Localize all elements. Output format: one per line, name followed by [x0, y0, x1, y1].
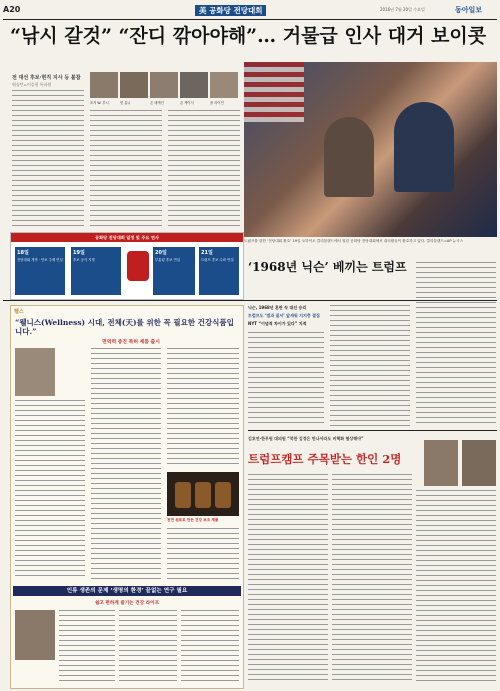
korean-kicker: 김호연·한무원 대의원 “북한 김정은 만나서라도 비핵화 협상해야”	[248, 436, 364, 441]
crowd-figure	[394, 102, 454, 192]
nixon-article-col3	[416, 262, 496, 427]
ad-product-caption: 천연 원료로 만든 건강 보조 제품	[167, 518, 219, 522]
portrait-name: 폴 라이언	[210, 101, 224, 105]
elephant-icon	[127, 251, 149, 281]
portrait-name: 밋 롬니	[120, 101, 131, 105]
header-divider	[3, 19, 497, 20]
ad-bottom-col2	[119, 610, 177, 684]
portrait-photo	[90, 72, 118, 98]
schedule-text: 후보 공식 지명	[73, 258, 95, 262]
page-number: A20	[3, 5, 21, 14]
flag-stripes	[244, 62, 304, 122]
portrait-name: 존 케이식	[180, 101, 194, 105]
nixon-subhead: 닉슨, 1968년 혼란 속 대선 승리	[248, 305, 307, 310]
portrait-photo	[180, 72, 208, 98]
product-jar	[215, 482, 231, 508]
brand-logo: 동아일보	[455, 6, 483, 14]
photo-caption: 트럼프를 향한 ‘전당대회 환호’ 19일 오하이오 클리블랜드에서 열린 공화당 전당대회에서 대의원들이 환호하고 있다. 클리블랜드=AP 뉴시스	[244, 239, 464, 243]
ad-bottom-col1	[59, 610, 115, 684]
ad-logo: 헬스	[14, 309, 24, 315]
schedule-item	[199, 247, 239, 295]
header-bar	[0, 4, 500, 18]
main-article-col2	[90, 110, 162, 230]
main-article-col1	[12, 90, 84, 230]
schedule-item	[15, 247, 65, 295]
schedule-text: 부통령 후보 연설	[155, 258, 181, 262]
korean-headline: 트럼프캠프 주목받는 한인 2명	[248, 452, 402, 466]
schedule-item	[153, 247, 195, 295]
main-kicker: 전 대선 후보·현직 지사 등 불참	[12, 75, 81, 81]
schedule-day: 19일	[73, 250, 85, 256]
ad-product-box	[167, 472, 239, 516]
ad-bottom-photo	[15, 610, 55, 660]
main-headline: “낚시 갈것” “잔디 깎아야해”… 거물급 인사 대거 보이콧	[10, 25, 487, 47]
main-byline: 워싱턴=이승헌 특파원	[12, 82, 52, 87]
convention-photo	[244, 62, 497, 237]
ad-body-col1	[15, 400, 85, 580]
nixon-subhead: 트럼프도 ‘법과 질서’ 앞세워 지지층 결집	[248, 313, 320, 318]
portrait-photo	[210, 72, 238, 98]
nixon-article-col2	[330, 305, 410, 427]
nixon-headline: ‘1968년 닉슨’ 베끼는 트럼프	[248, 260, 407, 274]
nixon-article-col1	[248, 332, 324, 427]
nixon-subhead: NYT “이념적 차이가 있다” 지적	[248, 321, 307, 326]
main-article-col3	[168, 110, 240, 230]
ad-banner: 인류 생존의 문제 ‘생명의 환경’ 끝없는 연구 필요	[13, 586, 241, 596]
schedule-text: 전당대회 개막 · 안보 주제 연설	[17, 258, 63, 262]
product-jar	[195, 482, 211, 508]
section-title: 美 공화당 전당대회	[195, 5, 266, 16]
schedule-day: 21일	[201, 250, 213, 256]
schedule-infobox	[10, 232, 244, 300]
portrait-photo	[150, 72, 178, 98]
ad-headline: “웰니스(Wellness) 시대, 전체(天)를 위한 꼭 필요한 건강식품입니다.”	[15, 318, 234, 336]
crowd-figure	[324, 117, 374, 197]
korean-article-col3	[416, 490, 496, 684]
delegate-photo	[424, 440, 458, 486]
ad-body-col4	[167, 528, 239, 580]
delegate-photo	[462, 440, 496, 486]
portrait-name: 존 매케인	[150, 101, 164, 105]
korean-article-col2	[332, 474, 412, 684]
schedule-day: 20일	[155, 250, 167, 256]
schedule-item	[71, 247, 121, 295]
ad-body-col3	[167, 348, 239, 468]
product-jar	[175, 482, 191, 508]
infobox-title: 공화당 전당대회 일정 및 주요 연사	[11, 233, 243, 242]
right-divider	[248, 430, 497, 431]
ad-bottom-subhead: 쉽고 편하게 즐기는 건강 라이프	[94, 601, 160, 606]
schedule-day: 18일	[17, 250, 29, 256]
korean-article-col1	[248, 474, 328, 684]
ad-doctor-photo	[15, 348, 55, 396]
schedule-text: 트럼프 후보 수락 연설	[201, 258, 234, 262]
issue-date: 2016년 7월 20일 수요일	[380, 7, 425, 12]
ad-bottom-col3	[181, 610, 239, 684]
health-advertisement	[10, 305, 244, 689]
portrait-name: 조지 W. 부시	[90, 101, 109, 105]
portrait-photo	[120, 72, 148, 98]
ad-body-col2	[91, 348, 161, 580]
ad-subhead: 면역력 증진 특허 제품 출시	[102, 340, 160, 345]
